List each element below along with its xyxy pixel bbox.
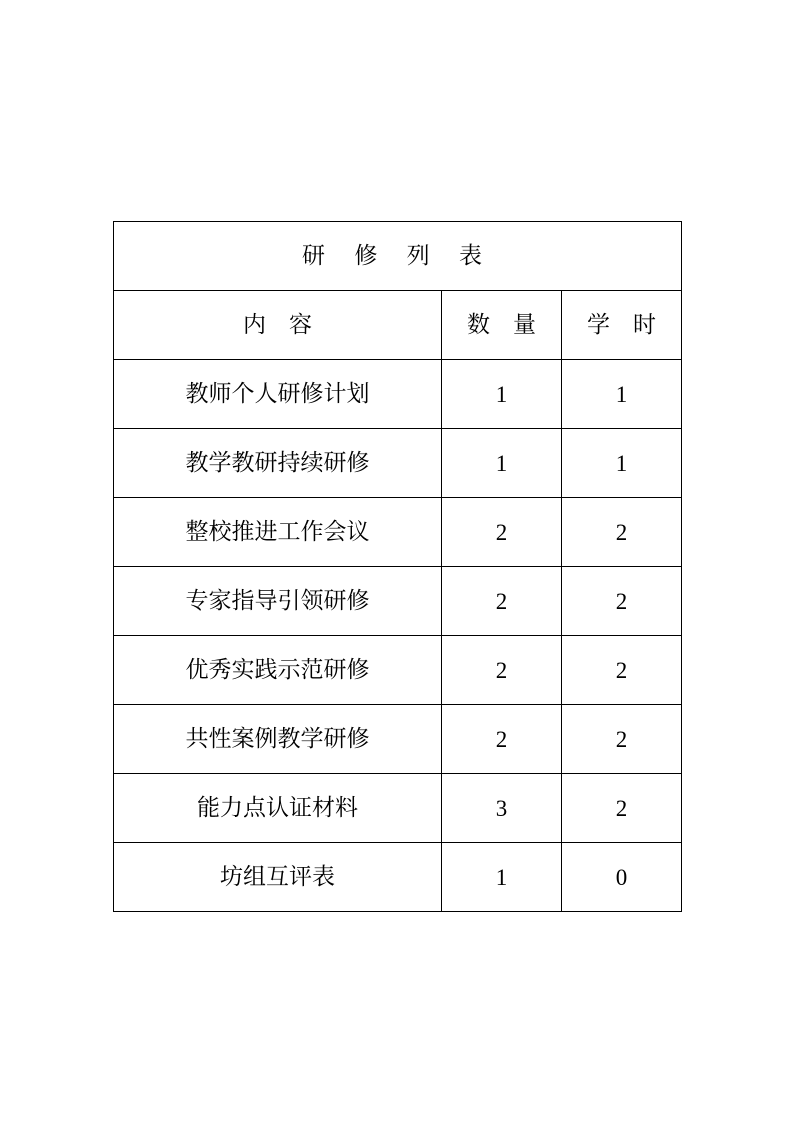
table-row — [114, 360, 682, 429]
header-content: 内 容 — [114, 291, 442, 360]
table-title-row — [114, 222, 682, 291]
row-hours: 2 — [562, 567, 682, 636]
table-row — [114, 498, 682, 567]
row-content: 能力点认证材料 — [114, 774, 442, 843]
row-content: 教学教研持续研修 — [114, 429, 442, 498]
table-row — [114, 567, 682, 636]
row-content: 教师个人研修计划 — [114, 360, 442, 429]
row-hours: 2 — [562, 705, 682, 774]
table-row — [114, 843, 682, 912]
row-content: 共性案例教学研修 — [114, 705, 442, 774]
row-quantity: 3 — [442, 774, 562, 843]
row-hours: 2 — [562, 498, 682, 567]
row-hours: 2 — [562, 636, 682, 705]
row-quantity: 2 — [442, 636, 562, 705]
row-content: 专家指导引领研修 — [114, 567, 442, 636]
row-quantity: 1 — [442, 429, 562, 498]
row-content: 整校推进工作会议 — [114, 498, 442, 567]
table-row — [114, 774, 682, 843]
row-quantity: 2 — [442, 498, 562, 567]
header-hours: 学 时 — [562, 291, 682, 360]
table-title: 研 修 列 表 — [114, 222, 682, 291]
header-quantity: 数 量 — [442, 291, 562, 360]
table-row — [114, 636, 682, 705]
row-quantity: 2 — [442, 567, 562, 636]
row-hours: 1 — [562, 429, 682, 498]
row-hours: 0 — [562, 843, 682, 912]
table-row — [114, 705, 682, 774]
row-content: 优秀实践示范研修 — [114, 636, 442, 705]
row-quantity: 2 — [442, 705, 562, 774]
row-quantity: 1 — [442, 360, 562, 429]
row-hours: 1 — [562, 360, 682, 429]
table-header-row — [114, 291, 682, 360]
row-hours: 2 — [562, 774, 682, 843]
row-quantity: 1 — [442, 843, 562, 912]
training-list-table — [113, 221, 682, 912]
table-row — [114, 429, 682, 498]
row-content: 坊组互评表 — [114, 843, 442, 912]
